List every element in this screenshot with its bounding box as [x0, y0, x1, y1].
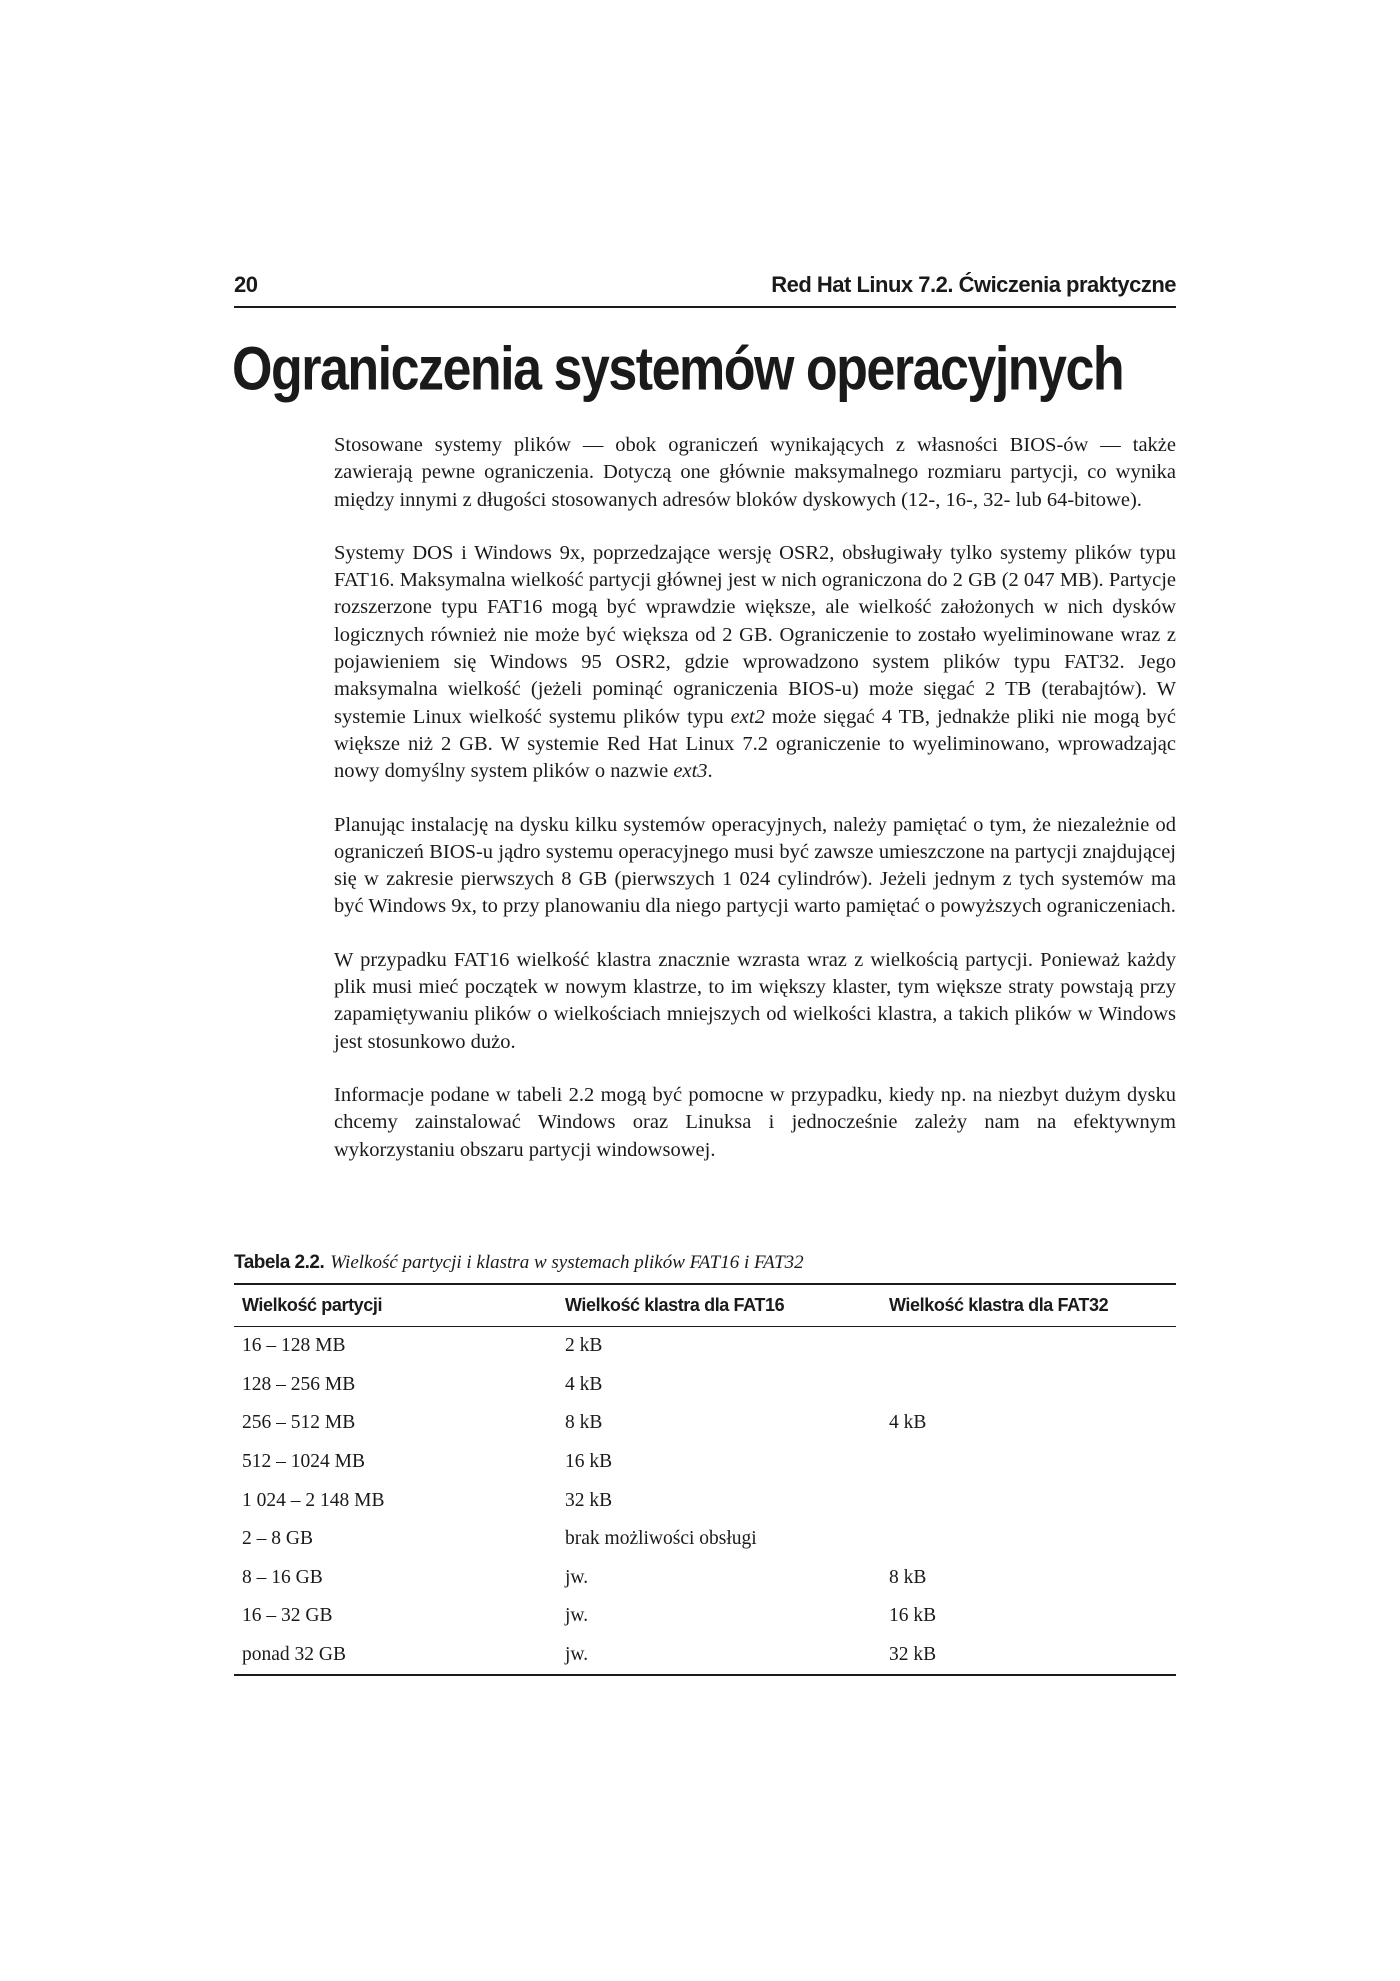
table-cell: [881, 1366, 1176, 1405]
table-caption-text: Wielkość partycji i klastra w systemach plików FAT16 i FAT32: [330, 1252, 804, 1273]
table-cell: [881, 1520, 1176, 1559]
paragraph: [334, 812, 1176, 921]
table-cell: 512 – 1024 MB: [242, 1451, 365, 1473]
book-title: Red Hat Linux 7.2. Ćwiczenia praktyczne: [771, 272, 1176, 297]
filesystem-name-ext2: ext2: [730, 705, 765, 728]
table-row: [234, 1559, 1176, 1598]
table-cell: 4 kB: [889, 1412, 927, 1434]
table-cell: 2 – 8 GB: [242, 1528, 313, 1550]
table-cell: 1 024 – 2 148 MB: [242, 1489, 385, 1511]
table-row: [234, 1481, 1176, 1520]
table-cell: 256 – 512 MB: [242, 1412, 356, 1434]
paragraph: [334, 540, 1176, 786]
table-cell: 16 kB: [565, 1451, 613, 1473]
table-cell: jw.: [557, 1636, 881, 1676]
table-cell: jw.: [565, 1566, 589, 1588]
table-header-row: [234, 1284, 1176, 1327]
table-cell: 16 kB: [889, 1605, 937, 1627]
table-row: [234, 1404, 1176, 1443]
table-cell: 32 kB: [881, 1636, 1176, 1676]
paragraph-text: Planując instalację na dysku kilku systemów operacyjnych, należy pamiętać o tym, że niezależnie od ograniczeń BIOS-u jądro systemu operacyjnego musi być zawsze umieszczone na partycji znajdującej się w zakresie pierwszych 8 GB (pierwszych 1 024 cylindrów). Jeżeli jednym z tych systemów ma być Windows 9x, to przy planowaniu dla niego partycji warto pamiętać o powyższych ograniczeniach.: [334, 813, 1176, 918]
table-cell: 32 kB: [565, 1489, 613, 1511]
paragraph: [334, 1082, 1176, 1164]
page-number: 20: [234, 272, 258, 297]
paragraph-text: W przypadku FAT16 wielkość klastra znacznie wzrasta wraz z wielkością partycji. Ponieważ każdy plik musi mieć początek w nowym klastrze, to im większy klaster, tym większe straty powstają przy zapamiętywaniu plików o wielkościach mniejszych od wielkości klastra, a takich plików w Windows jest stosunkowo dużo.: [334, 948, 1176, 1053]
body-text: [334, 432, 1176, 1190]
table-cell: [881, 1481, 1176, 1520]
paragraph-text: Systemy DOS i Windows 9x, poprzedzające wersję OSR2, obsługiwały tylko systemy plików typu FAT16. Maksymalna wielkość partycji głównej jest w nich ograniczona do 2 GB (2 047 MB). Partycje rozszerzone typu FAT16 mogą być wprawdzie większe, ale wielkość założonych w nich dysków logicznych również nie może być większa od 2 GB. Ograniczenie to zostało wyeliminowane wraz z pojawieniem się Windows 95 OSR2, gdzie wprowadzono system plików typu FAT32. Jego maksymalna wielkość (jeżeli pominąć ograniczenia BIOS-u) może sięgać 2 TB (terabajtów). W systemie Linux wielkość systemu plików typu: [334, 541, 1176, 728]
table-header-cell: Wielkość partycji: [234, 1284, 557, 1327]
table-cell: 8 kB: [889, 1566, 927, 1588]
table-row: [234, 1443, 1176, 1482]
table-cell: 16 – 32 GB: [242, 1605, 333, 1627]
table-cell: ponad 32 GB: [234, 1636, 557, 1676]
table-cell: 8 – 16 GB: [242, 1566, 323, 1588]
filesystem-name-ext3: ext3: [673, 760, 708, 783]
table-cell: 128 – 256 MB: [242, 1373, 356, 1395]
paragraph: [334, 947, 1176, 1056]
running-head: [234, 272, 1176, 308]
paragraph-text: może sięgać 4 TB, jednakże pliki nie mogą być większe niż 2 GB. W systemie Red Hat Linux 7.2 ograniczenie to wyeliminowano, wprowadzając nowy domyślny system plików o nazwie: [334, 705, 1176, 783]
table-header-cell: Wielkość klastra dla FAT32: [881, 1284, 1176, 1327]
paragraph-text: Stosowane systemy plików — obok ograniczeń wynikających z własności BIOS-ów — także zawierają pewne ograniczenia. Dotyczą one głównie maksymalnego rozmiaru partycji, co wynika między innymi z długości stosowanych adresów bloków dyskowych (12-, 16-, 32- lub 64-bitowe).: [334, 434, 1176, 511]
table-cell: jw.: [565, 1605, 589, 1627]
cluster-size-table: [234, 1283, 1176, 1676]
table-caption-label: Tabela 2.2.: [234, 1252, 325, 1273]
paragraph-text: Informacje podane w tabeli 2.2 mogą być pomocne w przypadku, kiedy np. na niezbyt dużym dysku chcemy zainstalować Windows oraz Linuksa i jednocześnie zależy nam na efektywnym wykorzystaniu obszaru partycji windowsowej.: [334, 1083, 1176, 1161]
paragraph-text: .: [707, 760, 713, 783]
table-cell: [881, 1327, 1176, 1366]
table-caption: [234, 1250, 1176, 1276]
table-row: [234, 1520, 1176, 1559]
table-header-cell: Wielkość klastra dla FAT16: [557, 1284, 881, 1327]
table-row: [234, 1636, 1176, 1676]
paragraph: [334, 432, 1176, 514]
table-cell: [881, 1443, 1176, 1482]
section-title: Ograniczenia systemów operacyjnych: [232, 335, 1124, 404]
table-row: [234, 1366, 1176, 1405]
table-row: [234, 1327, 1176, 1366]
table-cell: 4 kB: [565, 1373, 603, 1395]
table-cell: 2 kB: [565, 1335, 603, 1357]
table-cell: brak możliwości obsługi: [565, 1528, 757, 1550]
table-row: [234, 1597, 1176, 1636]
table-cell: 16 – 128 MB: [242, 1335, 346, 1357]
table-cell: 8 kB: [565, 1412, 603, 1434]
